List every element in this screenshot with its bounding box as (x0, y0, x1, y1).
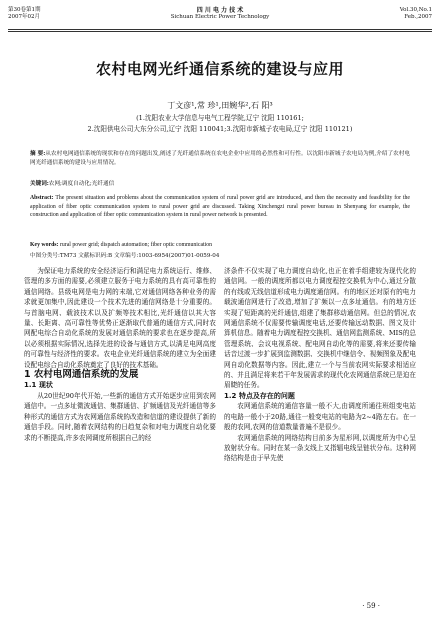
intro-paragraph: 为保证电力系统的安全经济运行和满足电力系统运行、维修、管理的多方面的需要,必须建立服务于电力系统的具有高可靠性的通信网络。县级电网是电力网的末端,它对通信网络各种业务的需求就更加集中,因此建设一个技术先进的通信网络是十分重要的。与首脑电网、载波技术以及扩频等技术相比,光纤通信以其大容量、长距离、高可靠性等优势正逐渐取代普通的通信方式,同时农网配电综合自动化系统的发展对通信系统的要求也在逐步提高,所以必须根据实际情况,选择先进的设备与通信方式,以满足电网高度的可靠性与经济性的要求。农电企业光纤通信系统的建立为全面建设配电综合自动化系统奠定了良好的技术基础。 (24, 267, 216, 369)
header-right (400, 7, 432, 21)
date-en: Feb.,2007 (404, 14, 432, 20)
body-column-right (224, 266, 416, 464)
header-center (8, 7, 432, 21)
keywords-en (30, 241, 410, 250)
abstract-zh-label: 摘 要: (30, 151, 46, 157)
paragraph-1-2-a: 农网通信系统的通信容量一般不大,由调度所通往班组变电站的电路一般小于20路,通往一般变电站的电路为2~4路左右。在一般的农网,农网的信道数量普遍不是很少。 (224, 402, 416, 432)
page-number: · 59 · (362, 602, 380, 610)
date-zh: 2007年02月 (8, 14, 40, 20)
keywords-en-label: Key words: (30, 242, 59, 248)
subsection-heading-1-1: 1.1 现状 (24, 381, 53, 390)
volume-en: Vol.30,No.1 (399, 7, 432, 13)
classification-line: 中图分类号:TM73 文献标识码:B 文章编号:1003-6954(2007)01-0059-04 (30, 253, 220, 259)
abstract-en-text: The present situation and problems about the communication system of rural power grid are introduced, and then the necessity and feasibility for the application of fiber optic communication system to rural power grid are discussed. Taking Xinchengzi rural power bureau in Shenyang for example, the construction and application of fiber optic communication system in rural power network is presented. (30, 195, 410, 219)
abstract-en (30, 194, 410, 220)
journal-name-zh: 四 川 电 力 技 术 (196, 7, 244, 14)
keywords-zh-label: 关键词: (30, 181, 49, 187)
paragraph-1-1-continued: 济条件不仅实现了电力调度自动化,也正在着手组建较为现代化的通信网。一般的调度所都以电力调度程控交换机为中心,通过分散的有线或无线信道形成电力调度通信网。有的地区还对原有的电力载波通信网进行了改造,增加了扩频以一点多址通信。有的地方还实现了短距离的光纤通信,组建了集群移动通信网。但总的情况,农网通信系统不仅需要传输调度电话,还要传输远动数据、图文及计算机信息。随着电力调度程控交换机、通信网监测系统、MIS的总管理系统、会议电视系统、配电网自动化等的需要,将来还要传输话音过渡一步扩展到监测数据、交换机中继信令、视频图象及配电网自动化数据等内容。因此,建立一个与当前农网实际要求相适应的、并且满足将来若干年发展需求的现代化农网通信系统已是迫在眉睫的任务。 (224, 267, 416, 390)
subsection-heading-1-2: 1.2 特点及存在的问题 (224, 391, 295, 400)
affiliation-2: 2.沈阳供电公司大东分公司,辽宁 沈阳 110041;3.沈阳市新城子农电局,辽宁 沈阳 110121) (87, 125, 353, 133)
abstract-zh-text: 从农村电网通信系统的现状和存在的问题出发,阐述了光纤通信系统在农电企业中应用的必然性和可行性。以沈阳市新城子农电局为例,介绍了农村电网光纤通信系统的建设与应用情况。 (30, 151, 410, 166)
paper-title: 农村电网光纤通信系统的建设与应用 (95, 60, 344, 78)
affiliation-1: (1.沈阳农业大学信息与电气工程学院,辽宁 沈阳 110161; (136, 114, 304, 122)
running-header (8, 7, 432, 30)
header-divider (8, 31, 432, 32)
journal-name-en: Sichuan Electric Power Technology (170, 14, 270, 20)
section-heading-1: 1 农村电网通信系统的发展 (24, 369, 139, 381)
body-column-left (24, 266, 216, 443)
keywords-en-text: rural power grid; dispatch automation; fiber optic communication (59, 242, 213, 248)
paragraph-1-1-start: 从20世纪90年代开始,一些新的通信方式开始逐步应用到农网通信中。一点多址微波通信、集群通信、扩频通信及光纤通信等多种形式的通信方式为农网通信系统的改造和信道的建设提供了新的通信手段。同时,随着农网结构的日趋复杂和对电力调度自动化要求的不断提高,许多农网调度所根据自己的经 (24, 391, 216, 442)
volume-zh: 第30卷第1期 (8, 7, 41, 13)
abstract-en-label: Abstract: (30, 195, 54, 201)
author-list: 丁文彦¹,常 珍¹,田婉华²,石 阳³ (167, 101, 273, 110)
abstract-zh (30, 150, 410, 167)
keywords-zh-text: 农网;调度自动化;光纤通信 (48, 181, 115, 187)
paragraph-1-2-b: 农网通信系统的网络结构目前多为星形网,以调度所为中心呈放射状分布。同时在某一条支线上又指辐电线呈链状分布。这种网络结构是由于早先使 (224, 433, 416, 463)
keywords-zh (30, 180, 410, 189)
